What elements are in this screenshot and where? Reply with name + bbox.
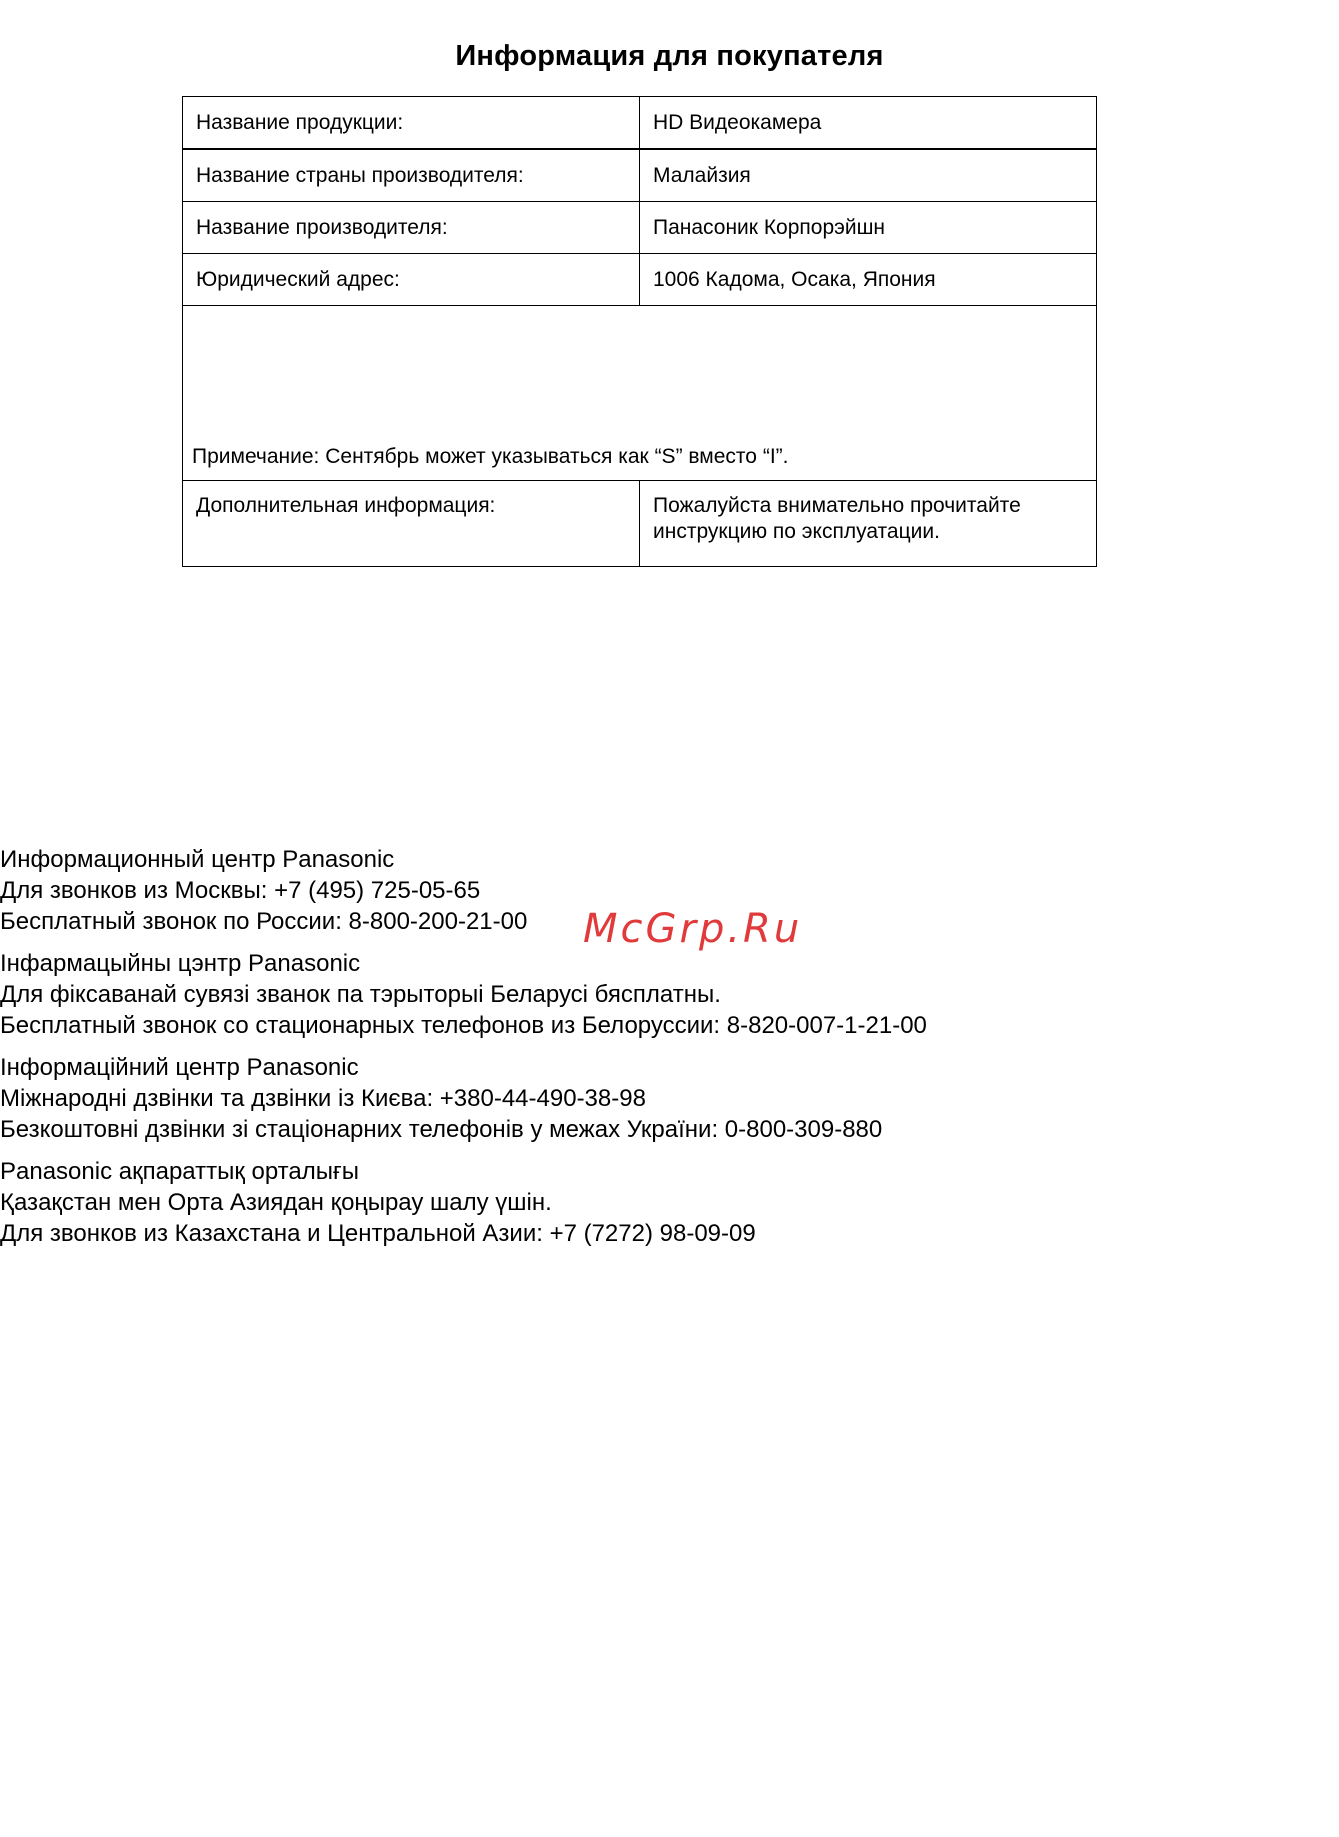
contact-heading: Інфармацыйны цэнтр Panasonic (0, 950, 361, 977)
contact-heading: Інформаційний центр Panasonic (0, 1054, 359, 1081)
table-row (183, 97, 1097, 150)
additional-info-row (183, 481, 1097, 567)
contact-block-belarus (0, 948, 1000, 1041)
row-label: Название продукции: (183, 97, 640, 150)
table-row (183, 202, 1097, 254)
row-value: 1006 Кадома, Осака, Япония (640, 254, 1097, 306)
note-cell (183, 306, 1097, 481)
row-value: Панасоник Корпорэйшн (640, 202, 1097, 254)
contact-line: Қазақстан мен Орта Азиядан қоңырау шалу үшін. (0, 1189, 552, 1216)
contact-centers (0, 844, 1000, 1260)
row-value: Малайзия (640, 149, 1097, 202)
contact-block-kazakhstan (0, 1156, 1000, 1249)
watermark: McGrp.Ru (583, 906, 803, 952)
row-label: Название страны производителя: (183, 149, 640, 202)
contact-heading: Информационный центр Panasonic (0, 846, 395, 873)
row-label: Юридический адрес: (183, 254, 640, 306)
contact-line: Бесплатный звонок со стационарных телефонов из Белоруссии: 8-820-007-1-21-00 (0, 1012, 927, 1039)
contact-line: Міжнародні дзвінки та дзвінки із Києва: +380-44-490-38-98 (0, 1085, 646, 1112)
additional-info-value: Пожалуйста внимательно прочитайте инструкцию по эксплуатации. (640, 481, 1097, 567)
page-title: Информация для покупателя (455, 40, 884, 72)
contact-line: Безкоштовні дзвінки зі стаціонарних телефонів у межах України: 0-800-309-880 (0, 1116, 883, 1143)
note-row (183, 306, 1097, 481)
contact-heading: Panasonic ақпараттық орталығы (0, 1158, 360, 1185)
table-row (183, 254, 1097, 306)
note-text: Примечание: Сентябрь может указываться как “S” вместо “I”. (192, 445, 789, 468)
row-value: HD Видеокамера (640, 97, 1097, 150)
contact-line: Бесплатный звонок по России: 8-800-200-21-00 (0, 908, 528, 935)
contact-block-ukraine (0, 1052, 1000, 1145)
table-row (183, 149, 1097, 202)
row-label: Название производителя: (183, 202, 640, 254)
contact-line: Для звонков из Казахстана и Центральной Азии: +7 (7272) 98-09-09 (0, 1220, 756, 1247)
contact-line: Для фіксаванай сувязі званок па тэрыторыі Беларусі бясплатны. (0, 981, 721, 1008)
customer-info-table (182, 96, 1097, 567)
contact-block-russia (0, 844, 1000, 937)
contact-line: Для звонков из Москвы: +7 (495) 725-05-65 (0, 877, 481, 904)
additional-info-label: Дополнительная информация: (183, 481, 640, 567)
